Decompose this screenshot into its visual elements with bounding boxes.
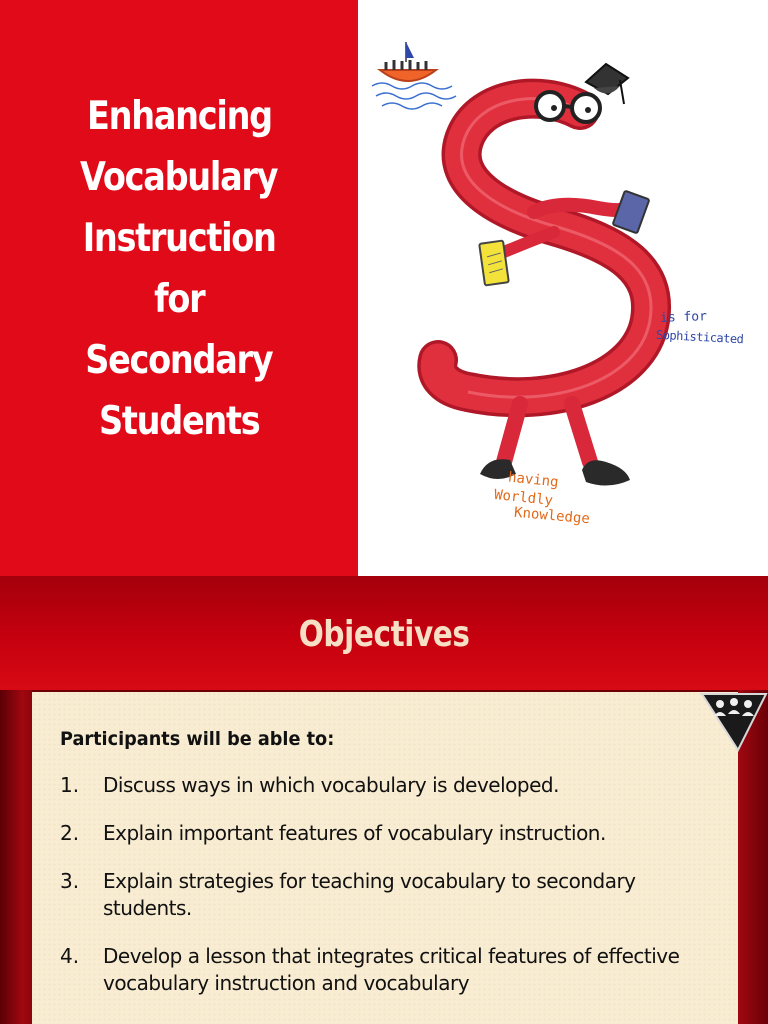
objectives-header — [0, 576, 768, 690]
item-text: Discuss ways in which vocabulary is developed. — [103, 773, 559, 797]
objectives-card — [32, 692, 738, 1024]
item-number: 1. — [60, 773, 80, 797]
note-is-for: is for — [659, 309, 708, 326]
s-body-icon — [437, 99, 651, 398]
item-number: 2. — [60, 821, 80, 845]
list-item — [60, 868, 738, 922]
item-number: 3. — [60, 869, 80, 893]
note-having: having — [507, 469, 560, 491]
title-line: for — [153, 277, 205, 322]
s-character-drawing — [358, 0, 768, 576]
shoe-icon — [582, 460, 630, 485]
list-item — [60, 772, 738, 799]
drawing-art — [358, 0, 768, 576]
title-line: Instruction — [82, 216, 276, 261]
item-number: 4. — [60, 944, 80, 968]
audience-triangle-icon — [700, 692, 768, 752]
title-panel — [0, 0, 358, 576]
slide-heading: Objectives — [298, 613, 470, 655]
item-text: Develop a lesson that integrates critical features of effective vocabulary instruction and vocabulary — [103, 944, 680, 995]
objectives-list — [60, 772, 738, 997]
title-line: Enhancing — [86, 94, 272, 139]
objectives-slide — [0, 576, 768, 1024]
blue-book-icon — [613, 191, 650, 234]
item-text: Explain important features of vocabulary instruction. — [103, 821, 606, 845]
boat-icon — [372, 42, 456, 109]
title-line: Students — [98, 399, 260, 444]
lead-text: Participants will be able to: — [60, 728, 335, 750]
note-worldly: Worldly — [493, 486, 554, 510]
yellow-book-icon — [479, 241, 509, 286]
item-text: Explain strategies for teaching vocabulary to secondary students. — [103, 869, 636, 920]
title-line: Secondary — [85, 338, 273, 383]
note-sophisticated: Sophisticated — [655, 327, 744, 347]
left-border — [0, 690, 32, 1024]
list-item — [60, 820, 738, 847]
list-item — [60, 943, 738, 997]
note-knowledge: Knowledge — [513, 504, 591, 528]
title-line: Vocabulary — [80, 155, 278, 200]
